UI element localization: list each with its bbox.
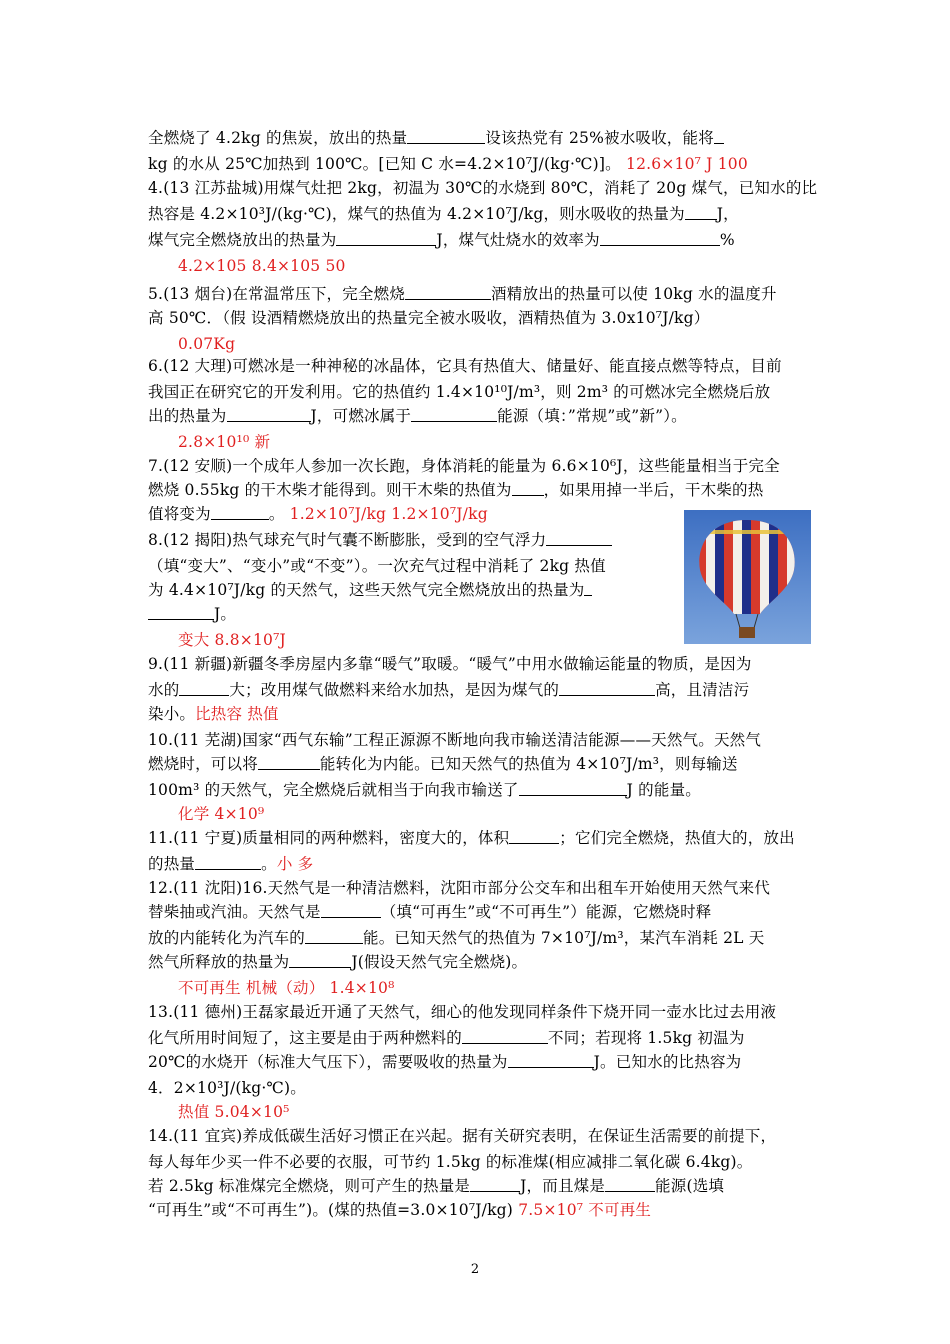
- question-5: 5.(13 烟台)在常温常压下，完全燃烧 酒精放出的热量可以使 10kg 水的温度升: [148, 285, 777, 303]
- question-10: 10.(11 芜湖)国家“西气东输”工程正源源不断地向我市输送清洁能源——天然气。天然气: [148, 731, 762, 749]
- hot-air-balloon-icon: [684, 510, 811, 644]
- text-line: 若 2.5kg 标准煤完全燃烧，则可产生的热量是 J，而且煤是 能源(选填: [148, 1177, 725, 1195]
- text-line: 替柴抽或汽油。天然气是 （填“可再生”或“不可再生”）能源，它燃烧时释: [148, 903, 712, 921]
- text-line: 放的内能转化为汽车的 能。已知天然气的热值为 7×10⁷J/m³，某汽车消耗 2L 天: [148, 929, 765, 947]
- text-line: 然气所释放的热量为 J(假设天然气完全燃烧)。: [148, 953, 528, 971]
- question-9: 9.(11 新疆)新疆冬季房屋内多靠“暖气”取暖。“暖气”中用水做输运能量的物质，是因为: [148, 655, 752, 673]
- text-line: 水的 大；改用煤气做燃料来给水加热，是因为煤气的 高，且清洁污: [148, 681, 750, 699]
- text-line: 为 4.4×10⁷J/kg 的天然气，这些天然气完全燃烧放出的热量为: [148, 580, 668, 600]
- question-7: 7.(12 安顺)一个成年人参加一次长跑，身体消耗的能量为 6.6×10⁶J，这些能量相当于完全: [148, 457, 780, 475]
- text-line: 高 50℃．（假 设酒精燃烧放出的热量完全被水吸收，酒精热值为 3.0x10⁷J/kg）: [148, 309, 710, 327]
- answer-line: 2.8×10¹⁰ 新: [178, 433, 271, 451]
- text-line: 全燃烧了 4.2kg 的焦炭，放出的热量 设该热党有 25%被水吸收，能将: [148, 128, 808, 148]
- answer-text: 12.6×10⁷ J 100: [626, 155, 748, 173]
- text-line: 20℃的水烧开（标准大气压下），需要吸收的热量为 J。已知水的比热容为: [148, 1053, 742, 1071]
- text-line: 燃烧 0.55kg 的干木柴才能得到。则干木柴的热值为 ，如果用掉一半后，干木柴的热: [148, 481, 764, 499]
- text-line: 煤气完全燃烧放出的热量为 J，煤气灶烧水的效率为 %: [148, 231, 735, 249]
- question-14: 14.(11 宜宾)养成低碳生活好习惯正在兴起。据有关研究表明，在保证生活需要的前提下，: [148, 1127, 777, 1145]
- text-line: 我国正在研究它的开发利用。它的热值约 1.4×10¹⁰J/m³，则 2m³ 的可燃冰完全燃烧后放: [148, 383, 771, 401]
- text-line: 100m³ 的天然气，完全燃烧后就相当于向我市输送了 J 的能量。: [148, 781, 701, 799]
- text-line: 的热量 。小 多: [148, 855, 314, 873]
- question-12: 12.(11 沈阳)16.天然气是一种清洁燃料，沈阳市部分公交车和出租车开始使用天然气来代: [148, 879, 771, 897]
- text-line: 值将变为 。 1.2×10⁷J/kg 1.2×10⁷J/kg: [148, 505, 488, 523]
- text-line: 燃烧时，可以将 能转化为内能。已知天然气的热值为 4×10⁷J/m³，则每输送: [148, 755, 738, 773]
- question-8: 8.(12 揭阳)热气球充气时气囊不断膨胀，受到的空气浮力: [148, 530, 668, 550]
- text-line: J。: [148, 604, 668, 624]
- question-4: 4.(13 江苏盐城)用煤气灶把 2kg，初温为 30℃的水烧到 80℃，消耗了 20g 煤气，已知水的比: [148, 179, 818, 197]
- answer-blank: [407, 128, 485, 144]
- answer-line: 化学 4×10⁹: [178, 805, 265, 823]
- question-11: 11.(11 宁夏)质量相同的两种燃料，密度大的，体积 ；它们完全燃烧，热值大的，放出: [148, 829, 795, 847]
- page-number: 2: [470, 1262, 480, 1277]
- answer-line: 热值 5.04×10⁵: [178, 1103, 290, 1121]
- question-6: 6.(12 大理)可燃冰是一种神秘的冰晶体，它具有热值大、储量好、能直接点燃等特点，目前: [148, 357, 782, 375]
- answer-line: 0.07Kg: [178, 335, 236, 353]
- text-line: 4．2×10³J/(kg·℃)。: [148, 1079, 306, 1097]
- text-line: 每人每年少买一件不必要的衣服，可节约 1.5kg 的标准煤(相应减排二氧化碳 6.4kg)。: [148, 1153, 753, 1171]
- text-line: 出的热量为 J，可燃冰属于 能源（填：”常规”或”新”）。: [148, 407, 687, 425]
- text-line: （填“变大”、“变小”或“不变”）。一次充气过程中消耗了 2kg 热值: [148, 557, 606, 575]
- text-line: 化气所用时间短了，这主要是由于两种燃料的 不同；若现将 1.5kg 初温为: [148, 1029, 745, 1047]
- text-line: “可再生”或“不可再生”)。(煤的热值=3.0×10⁷J/kg) 7.5×10⁷ 不可再生: [148, 1201, 652, 1219]
- text-line: kg 的水从 25℃加热到 100℃。[已知 C 水=4.2×10⁷J/(kg·℃)]。 12.6×10⁷ J 100: [148, 155, 748, 173]
- text-line: 染小。比热容 热值: [148, 705, 279, 723]
- question-13: 13.(11 德州)王磊家最近开通了天然气，细心的他发现同样条件下烧开同一壶水比过去用液: [148, 1003, 777, 1021]
- text-line: 热容是 4.2×10³J/(kg·℃)，煤气的热值为 4.2×10⁷J/kg，则水吸收的热量为 J，: [148, 205, 739, 223]
- answer-line: 4.2×105 8.4×105 50: [178, 257, 346, 275]
- answer-line: 变大 8.8×10⁷J: [178, 631, 286, 649]
- answer-line: 不可再生 机械（动） 1.4×10⁸: [178, 979, 395, 997]
- hot-air-balloon-image: [684, 510, 811, 644]
